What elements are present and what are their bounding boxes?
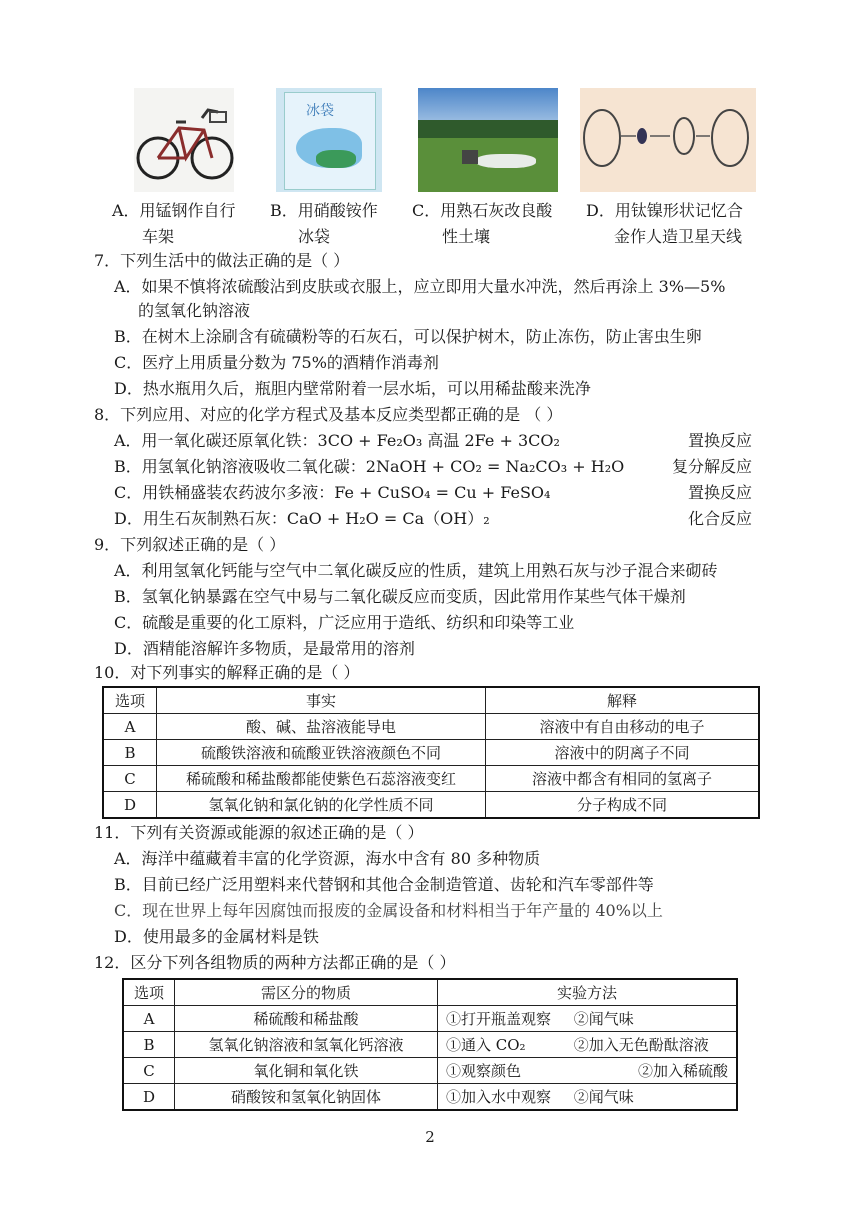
q7-stem: 7．下列生活中的做法正确的是（ ） [94, 251, 350, 270]
soil-field-picture [418, 88, 558, 192]
table-cell: ②闻气味 [574, 1006, 737, 1032]
table-cell: ①加入水中观察 [438, 1084, 574, 1111]
q7-option-c: C．医疗上用质量分数为 75%的酒精作消毒剂 [114, 353, 439, 372]
table-cell: 稀硫酸和稀盐酸都能使紫色石蕊溶液变红 [157, 766, 486, 792]
q8-option-a: A．用一氧化碳还原氧化铁：3CO + Fe₂O₃ 高温 2Fe + 3CO₂ [114, 431, 560, 450]
table-cell: 分子构成不同 [486, 792, 760, 819]
table-cell: C [103, 766, 157, 792]
table-cell: 硫酸铁溶液和硫酸亚铁溶液颜色不同 [157, 740, 486, 766]
q8-option-b-type: 复分解反应 [671, 457, 752, 476]
table-cell: ②加入无色酚酞溶液 [574, 1032, 737, 1058]
table-row [103, 792, 759, 819]
q8-option-d: D．用生石灰制熟石灰：CaO + H₂O = Ca（OH）₂ [114, 509, 490, 528]
q9-option-d: D．酒精能溶解许多物质，是最常用的溶剂 [114, 639, 415, 658]
table-cell: C [123, 1058, 175, 1084]
ice-bag-title: 冰袋 [306, 103, 334, 119]
q9-option-a: A．利用氢氧化钙能与空气中二氧化碳反应的性质，建筑上用熟石灰与沙子混合来砌砖 [114, 561, 718, 580]
ice-bag-picture [276, 88, 382, 192]
page-number: 2 [425, 1128, 435, 1146]
table-cell: B [123, 1032, 175, 1058]
table-cell: ①观察颜色 [438, 1058, 574, 1084]
q12-stem: 12．区分下列各组物质的两种方法都正确的是（ ） [94, 953, 456, 972]
q11-option-a: A．海洋中蕴藏着丰富的化学资源，海水中含有 80 多种物质 [114, 849, 541, 868]
picture-d-caption-line2: 金作人造卫星天线 [614, 227, 743, 246]
table-row [123, 1032, 737, 1058]
q12-table [122, 978, 738, 1111]
table-cell: 溶液中都含有相同的氢离子 [486, 766, 760, 792]
q8-option-c: C．用铁桶盛装农药波尔多液：Fe + CuSO₄ = Cu + FeSO₄ [114, 483, 551, 502]
table-cell: A [123, 1006, 175, 1032]
q8-option-d-type: 化合反应 [687, 509, 752, 528]
bicycle-picture [134, 88, 234, 192]
table-cell: 氢氧化钠溶液和氢氧化钙溶液 [175, 1032, 438, 1058]
table-header-cell: 事实 [157, 687, 486, 714]
table-header-cell: 选项 [123, 979, 175, 1006]
picture-a-caption: A．用锰钢作自行 [112, 201, 236, 220]
q10-stem: 10．对下列事实的解释正确的是（ ） [94, 663, 360, 682]
q9-option-c: C．硫酸是重要的化工原料，广泛应用于造纸、纺织和印染等工业 [114, 613, 575, 632]
table-cell: ②闻气味 [574, 1084, 737, 1111]
q8-option-a-type: 置换反应 [687, 431, 752, 450]
q11-option-d: D．使用最多的金属材料是铁 [114, 927, 319, 946]
table-cell: ①打开瓶盖观察 [438, 1006, 574, 1032]
q8-option-b: B．用氢氧化钠溶液吸收二氧化碳：2NaOH + CO₂ = Na₂CO₃ + H₂O [114, 457, 625, 476]
table-row [123, 1006, 737, 1032]
table-cell: 溶液中有自由移动的电子 [486, 714, 760, 740]
table-row [103, 766, 759, 792]
q11-option-c: C．现在世界上每年因腐蚀而报废的金属设备和材料相当于年产量的 40%以上 [114, 901, 663, 920]
q7-option-a-cont: 的氢氧化钠溶液 [138, 301, 251, 320]
table-header-cell: 需区分的物质 [175, 979, 438, 1006]
table-row [123, 1084, 737, 1111]
q9-option-b: B．氢氧化钠暴露在空气中易与二氧化碳反应而变质，因此常用作某些气体干燥剂 [114, 587, 686, 606]
table-header-cell: 实验方法 [438, 979, 738, 1006]
q7-option-b: B．在树木上涂刷含有硫磺粉等的石灰石，可以保护树木，防止冻伤，防止害虫生卵 [114, 327, 702, 346]
table-cell: ②加入稀硫酸 [574, 1058, 737, 1084]
picture-a-caption-line2: 车架 [142, 227, 175, 246]
table-header-cell: 解释 [486, 687, 760, 714]
q9-stem: 9．下列叙述正确的是（ ） [94, 535, 286, 554]
satellite-antenna-picture [580, 88, 756, 192]
table-cell: D [103, 792, 157, 819]
table-header-row [103, 687, 759, 714]
q7-option-d: D．热水瓶用久后，瓶胆内壁常附着一层水垢，可以用稀盐酸来洗净 [114, 379, 591, 398]
q8-stem: 8．下列应用、对应的化学方程式及基本反应类型都正确的是 （ ） [94, 405, 563, 424]
table-cell: 硝酸铵和氢氧化钠固体 [175, 1084, 438, 1111]
table-cell: B [103, 740, 157, 766]
table-cell: 酸、碱、盐溶液能导电 [157, 714, 486, 740]
table-cell: 氧化铜和氧化铁 [175, 1058, 438, 1084]
table-cell: A [103, 714, 157, 740]
table-cell: D [123, 1084, 175, 1111]
q10-table [102, 686, 760, 819]
table-header-row [123, 979, 737, 1006]
picture-b-caption: B．用硝酸铵作 [270, 201, 378, 220]
picture-c-caption: C．用熟石灰改良酸 [412, 201, 553, 220]
table-row [103, 740, 759, 766]
picture-d-caption: D．用钛镍形状记忆合 [586, 201, 743, 220]
picture-c-caption-line2: 性土壤 [442, 227, 491, 246]
table-cell: 稀硫酸和稀盐酸 [175, 1006, 438, 1032]
table-row [123, 1058, 737, 1084]
q8-option-c-type: 置换反应 [687, 483, 752, 502]
table-header-cell: 选项 [103, 687, 157, 714]
q7-option-a: A．如果不慎将浓硫酸沾到皮肤或衣服上，应立即用大量水冲洗，然后再涂上 3%—5% [114, 277, 726, 296]
q11-option-b: B．目前已经广泛用塑料来代替钢和其他合金制造管道、齿轮和汽车零部件等 [114, 875, 654, 894]
table-cell: 溶液中的阴离子不同 [486, 740, 760, 766]
picture-b-caption-line2: 冰袋 [298, 227, 331, 246]
table-cell: 氢氧化钠和氯化钠的化学性质不同 [157, 792, 486, 819]
table-row [103, 714, 759, 740]
table-cell: ①通入 CO₂ [438, 1032, 574, 1058]
q11-stem: 11．下列有关资源或能源的叙述正确的是（ ） [94, 823, 424, 842]
